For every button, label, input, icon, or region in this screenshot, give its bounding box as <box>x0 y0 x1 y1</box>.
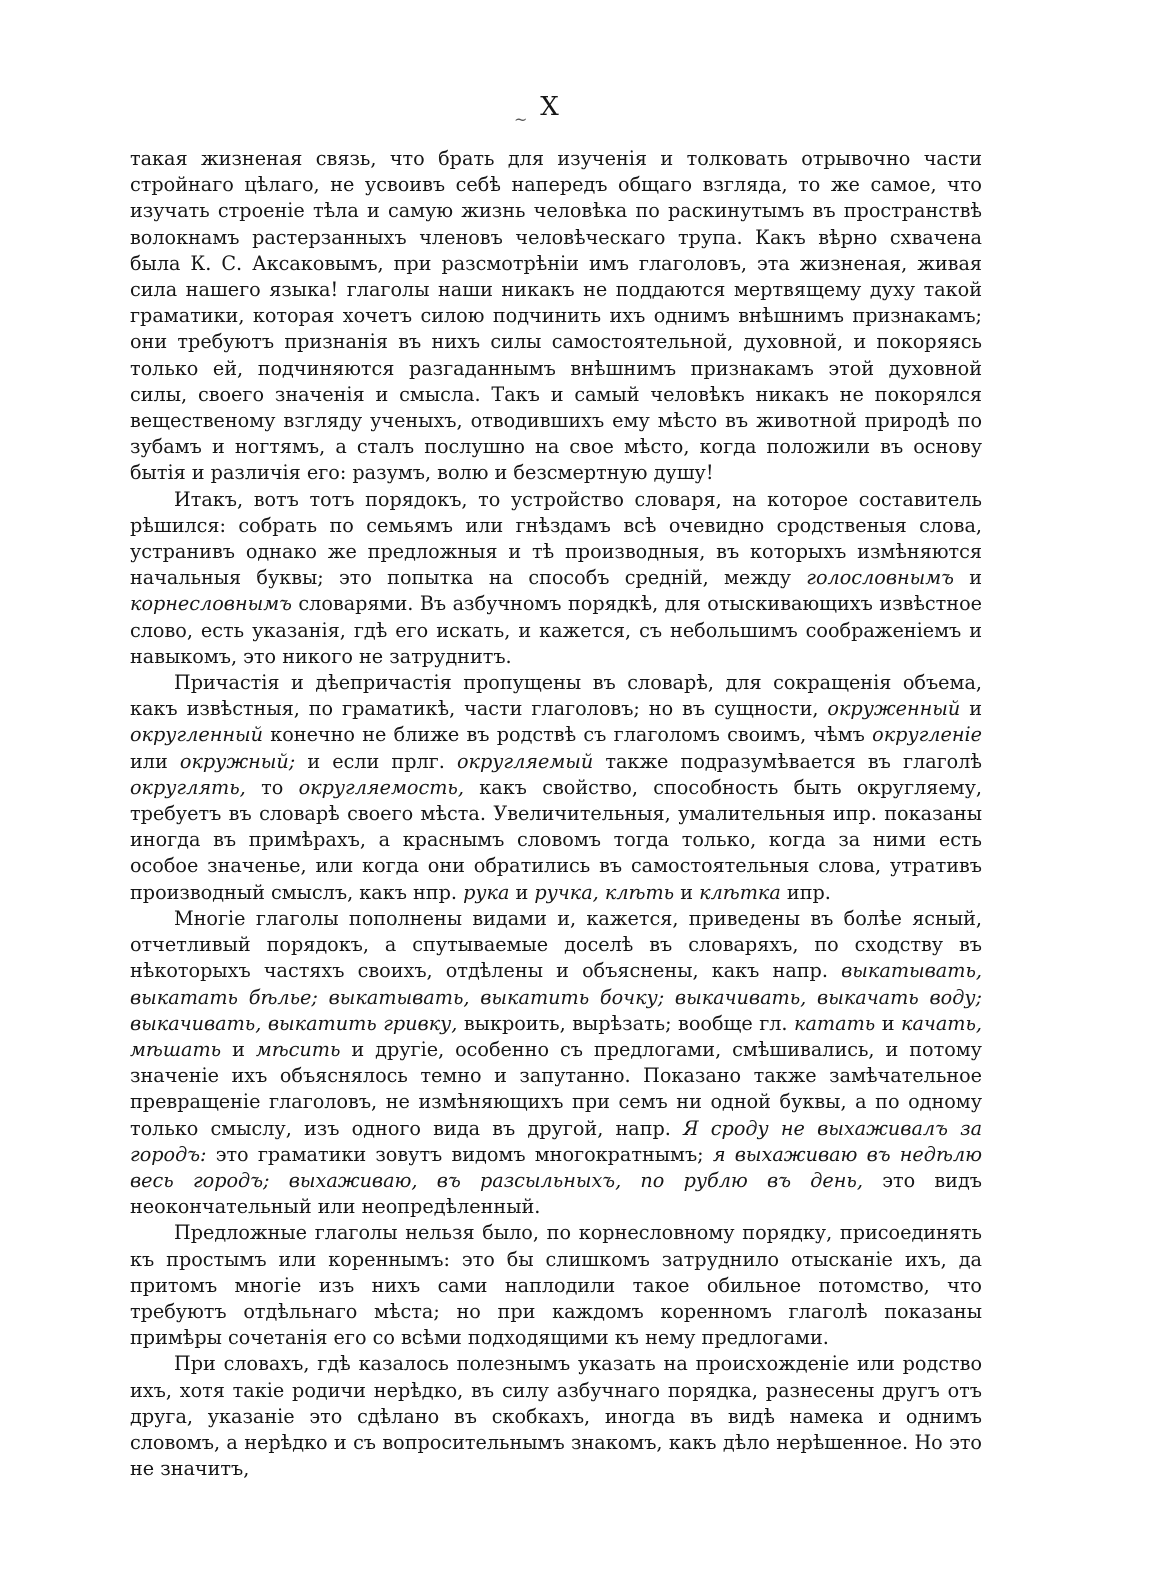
paragraph <box>130 1220 982 1351</box>
italic-example: выкатывать, выкатать бѣлье; выкатывать, выкатить бочку; выкачивать, выкачать воду; выкачивать, выкатить гривку, <box>130 959 982 1035</box>
text-run: и если прлг. <box>295 749 457 773</box>
text-run: и <box>960 697 982 721</box>
italic-example: катать <box>794 1011 876 1035</box>
text-run: и <box>875 1011 901 1035</box>
text-run: При словахъ, гдѣ казалось полезнымъ указать на происхожденіе или родство ихъ, хотя такіе родичи нерѣдко, въ силу азбучнаго порядка, разнесены другъ отъ друга, указаніе это сдѣлано въ скобкахъ, иногда въ видѣ намека и однимъ словомъ, а нерѣдко и съ вопросительнымъ знакомъ, какъ дѣло нерѣшенное. Но это не значитъ, <box>130 1352 982 1481</box>
text-run: словарями. Въ азбучномъ порядкѣ, для отыскивающихъ извѣстное слово, есть указанія, гдѣ его искать, и кажется, съ небольшимъ соображеніемъ и навыкомъ, это никого не затруднитъ. <box>130 592 982 668</box>
italic-example: клѣть <box>604 880 675 904</box>
italic-example: округляемый <box>456 749 594 773</box>
ornament-flourish: ~ <box>514 110 528 129</box>
italic-example: окруженный <box>827 697 961 721</box>
page-number: X <box>540 92 560 122</box>
text-run: Предложные глаголы нельзя было, по корнесловному порядку, присоединять къ простымъ или кореннымъ: это бы слишкомъ затруднило отысканіе ихъ, да притомъ многіе изъ нихъ сами наплодили такое обильное потомство, что требуютъ отдѣльнаго мѣста; но при каждомъ коренномъ глаголѣ показаны примѣры сочетанія его со всѣми подходящими къ нему предлогами. <box>130 1221 982 1350</box>
text-run: ипр. <box>780 880 831 904</box>
text-run: выкроить, вырѣзать; вообще гл. <box>457 1011 795 1035</box>
italic-example: рука <box>463 880 510 904</box>
text-run: и <box>953 566 982 590</box>
text-run: или <box>130 749 180 773</box>
italic-example: качать, мѣшать <box>130 1011 982 1061</box>
body-text <box>130 146 982 1482</box>
italic-example: округляемость, <box>298 775 464 799</box>
paragraph <box>130 906 982 1220</box>
text-run: это граматики зовутъ видомъ многократнымъ; <box>206 1142 713 1166</box>
text-run: конечно не ближе въ родствѣ съ глаголомъ своимъ, чѣмъ <box>262 723 873 747</box>
paragraph <box>130 487 982 670</box>
text-run: и <box>674 880 700 904</box>
text-run: Причастія и дѣепричастія пропущены въ словарѣ, для сокращенія объема, какъ извѣстныя, по граматикѣ, части глаголовъ; но въ сущности, <box>130 671 982 721</box>
text-run: какъ свойство, способность быть округляему, требуетъ въ словарѣ своего мѣста. Увеличительныя, умалительныя ипр. показаны иногда въ примѣрахъ, а краснымъ словомъ тогда только, когда за ними есть особое значенье, или когда они обратились въ самостоятельныя слова, утративъ производный смыслъ, какъ нпр. <box>130 775 982 904</box>
italic-example: мѣсить <box>255 1037 341 1061</box>
paragraph <box>130 1351 982 1482</box>
italic-example: окружный; <box>179 749 296 773</box>
italic-example: голословнымъ <box>806 566 954 590</box>
italic-example: клѣтка <box>699 880 781 904</box>
italic-example: ручка, <box>534 880 599 904</box>
text-run: и другіе, особенно съ предлогами, смѣшивались, и потому значеніе ихъ объяснялось темно и запутанно. Показано также замѣчательное превращеніе глаголовъ, не измѣняющихъ при семъ ни одной буквы, а по одному только смыслу, изъ одного вида въ другой, напр. <box>130 1037 982 1140</box>
text-run: Итакъ, вотъ тотъ порядокъ, то устройство словаря, на которое составитель рѣшился: собрать по семьямъ или гнѣздамъ всѣ очевидно сродственыя слова, устранивъ однако же предложныя и тѣ производныя, въ которыхъ измѣняются начальныя буквы; это попытка на способъ средній, между <box>130 487 982 590</box>
text-run: Многіе глаголы пополнены видами и, кажется, приведены въ болѣе ясный, отчетливый порядокъ, а спутываемые доселѣ въ словаряхъ, по сходству въ нѣкоторыхъ частяхъ своихъ, отдѣлены и объяснены, какъ напр. <box>130 906 982 983</box>
italic-example: округленный <box>130 723 263 747</box>
italic-example: округленіе <box>872 723 982 747</box>
text-run: такая жизненая связь, что брать для изученія и толковать отрывочно части стройнаго цѣлаго, не усвоивъ себѣ напередъ общаго взгляда, то же самое, что изучать строеніе тѣла и самую жизнь человѣка по раскинутымъ въ пространствѣ волокнамъ растерзанныхъ членовъ человѣческаго трупа. Какъ вѣрно схвачена была К. С. Аксаковымъ, при разсмотрѣніи имъ глаголовъ, эта жизненая, живая сила нашего языка! глаголы наши никакъ не поддаются мертвящему духу такой граматики, которая хочетъ силою подчинить ихъ однимъ внѣшнимъ признакамъ; они требуютъ признанія въ нихъ силы самостоятельной, духовной, и покоряясь только ей, подчиняются разгаданнымъ внѣшнимъ признакамъ этой духовной силы, своего значенія и смысла. Такъ и самый человѣкъ никакъ не покорялся вещественому взгляду ученыхъ, отводившихъ ему мѣсто въ животной природѣ по зубамъ и ногтямъ, а сталъ послушно на свое мѣсто, когда положили въ основу бытія и различія его: разумъ, волю и безсмертную душу! <box>130 147 982 485</box>
italic-example: округлять, <box>130 775 246 799</box>
paragraph <box>130 670 982 906</box>
italic-example: я выхаживаю въ недѣлю весь городъ; выхаживаю, въ разсыльныхъ, по рублю въ день, <box>130 1142 982 1192</box>
italic-example: корнесловнымъ <box>130 592 292 616</box>
text-run: и <box>509 880 535 904</box>
text-run: также подразумѣвается въ глаголѣ <box>593 749 982 773</box>
text-run: и <box>221 1037 256 1061</box>
text-run: это видъ неокончательный или неопредѣленный. <box>130 1168 982 1219</box>
text-run: то <box>245 775 299 799</box>
paragraph <box>130 146 982 487</box>
italic-example: Я сроду не выхаживалъ за городъ: <box>130 1116 983 1166</box>
